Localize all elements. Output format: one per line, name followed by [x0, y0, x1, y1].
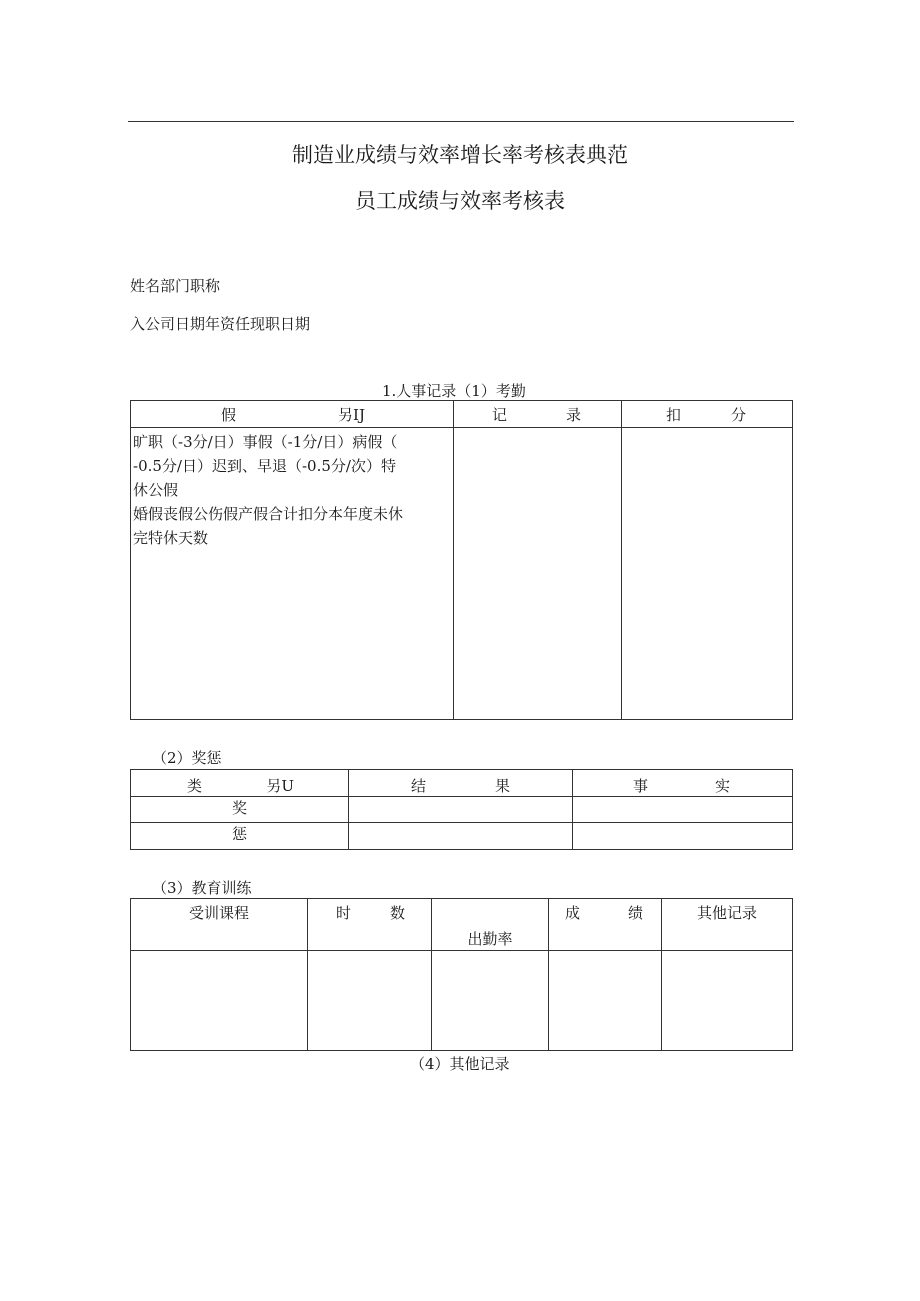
- info-line-dates: 入公司日期年资任现职日期: [130, 315, 311, 333]
- punishment-label: 惩: [131, 823, 349, 850]
- deduct-header-a: 扣: [666, 406, 682, 424]
- training-header-row: [131, 899, 793, 951]
- fact-header-a: 事: [633, 777, 649, 795]
- type-header-b: 另U: [266, 777, 294, 795]
- table-row: [131, 797, 793, 823]
- table-row: [131, 823, 793, 850]
- result-header: [349, 770, 573, 797]
- record-cell[interactable]: [454, 428, 622, 720]
- hours-header: [308, 899, 432, 951]
- hours-cell[interactable]: [308, 951, 432, 1051]
- deduct-cell[interactable]: [622, 428, 793, 720]
- top-rule: [128, 121, 794, 122]
- other-record-text: 其他记录: [696, 904, 757, 922]
- record-header: [454, 401, 622, 428]
- score-header: [549, 899, 662, 951]
- score-cell[interactable]: [549, 951, 662, 1051]
- attendance-body-row: [131, 428, 793, 720]
- score-header-a: 成: [565, 904, 581, 922]
- reward-punishment-table: [130, 769, 793, 850]
- other-records-caption: （4）其他记录: [410, 1055, 510, 1073]
- punishment-result-cell[interactable]: [349, 823, 573, 850]
- deduct-header: [622, 401, 793, 428]
- deduct-header-b: 分: [730, 406, 746, 424]
- leave-line: 休公假: [133, 481, 179, 499]
- course-header-text: 受训课程: [188, 904, 249, 922]
- leave-line: 婚假丧假公伤假产假合计扣分本年度未休: [133, 505, 404, 523]
- reward-header-row: [131, 770, 793, 797]
- hours-header-a: 时: [336, 904, 352, 922]
- training-table: [130, 898, 793, 1051]
- course-cell[interactable]: [131, 951, 308, 1051]
- info-line-name-dept-title: 姓名部门职称: [130, 277, 221, 295]
- record-header-b: 录: [565, 406, 581, 424]
- leave-type-header-b: 另IJ: [338, 406, 365, 424]
- table-row: [131, 951, 793, 1051]
- main-title: 制造业成绩与效率增长率考核表典范: [292, 143, 628, 167]
- attendance-caption: 1.人事记录（1）考勤: [382, 382, 526, 400]
- leave-line: -0.5分/日）迟到、早退（-0.5分/次）特: [133, 457, 396, 475]
- leave-types-cell: [131, 428, 454, 720]
- leave-type-header: [131, 401, 454, 428]
- score-header-b: 绩: [627, 904, 643, 922]
- course-header: [131, 899, 308, 951]
- attendance-rate-text: 出勤率: [467, 930, 513, 948]
- record-header-a: 记: [492, 406, 508, 424]
- other-record-cell[interactable]: [662, 951, 793, 1051]
- leave-line: 旷职（-3分/日）事假（-1分/日）病假（: [133, 433, 398, 451]
- training-caption: （3）教育训练: [152, 879, 252, 897]
- reward-label: 奖: [131, 797, 349, 823]
- punishment-fact-cell[interactable]: [573, 823, 793, 850]
- leave-type-header-a: 假: [221, 406, 237, 424]
- result-header-a: 结: [411, 777, 427, 795]
- hours-header-b: 数: [389, 904, 405, 922]
- attendance-table: [130, 400, 793, 720]
- attendance-rate-header: [432, 899, 549, 951]
- fact-header: [573, 770, 793, 797]
- other-record-header: [662, 899, 793, 951]
- result-header-b: 果: [494, 777, 510, 795]
- sub-title: 员工成绩与效率考核表: [355, 189, 565, 213]
- reward-result-cell[interactable]: [349, 797, 573, 823]
- reward-fact-cell[interactable]: [573, 797, 793, 823]
- attendance-rate-cell[interactable]: [432, 951, 549, 1051]
- type-header: [131, 770, 349, 797]
- attendance-header-row: [131, 401, 793, 428]
- fact-header-b: 实: [714, 777, 730, 795]
- type-header-a: 类: [187, 777, 203, 795]
- leave-line: 完特休天数: [133, 529, 209, 547]
- reward-punishment-caption: （2）奖惩: [152, 749, 222, 767]
